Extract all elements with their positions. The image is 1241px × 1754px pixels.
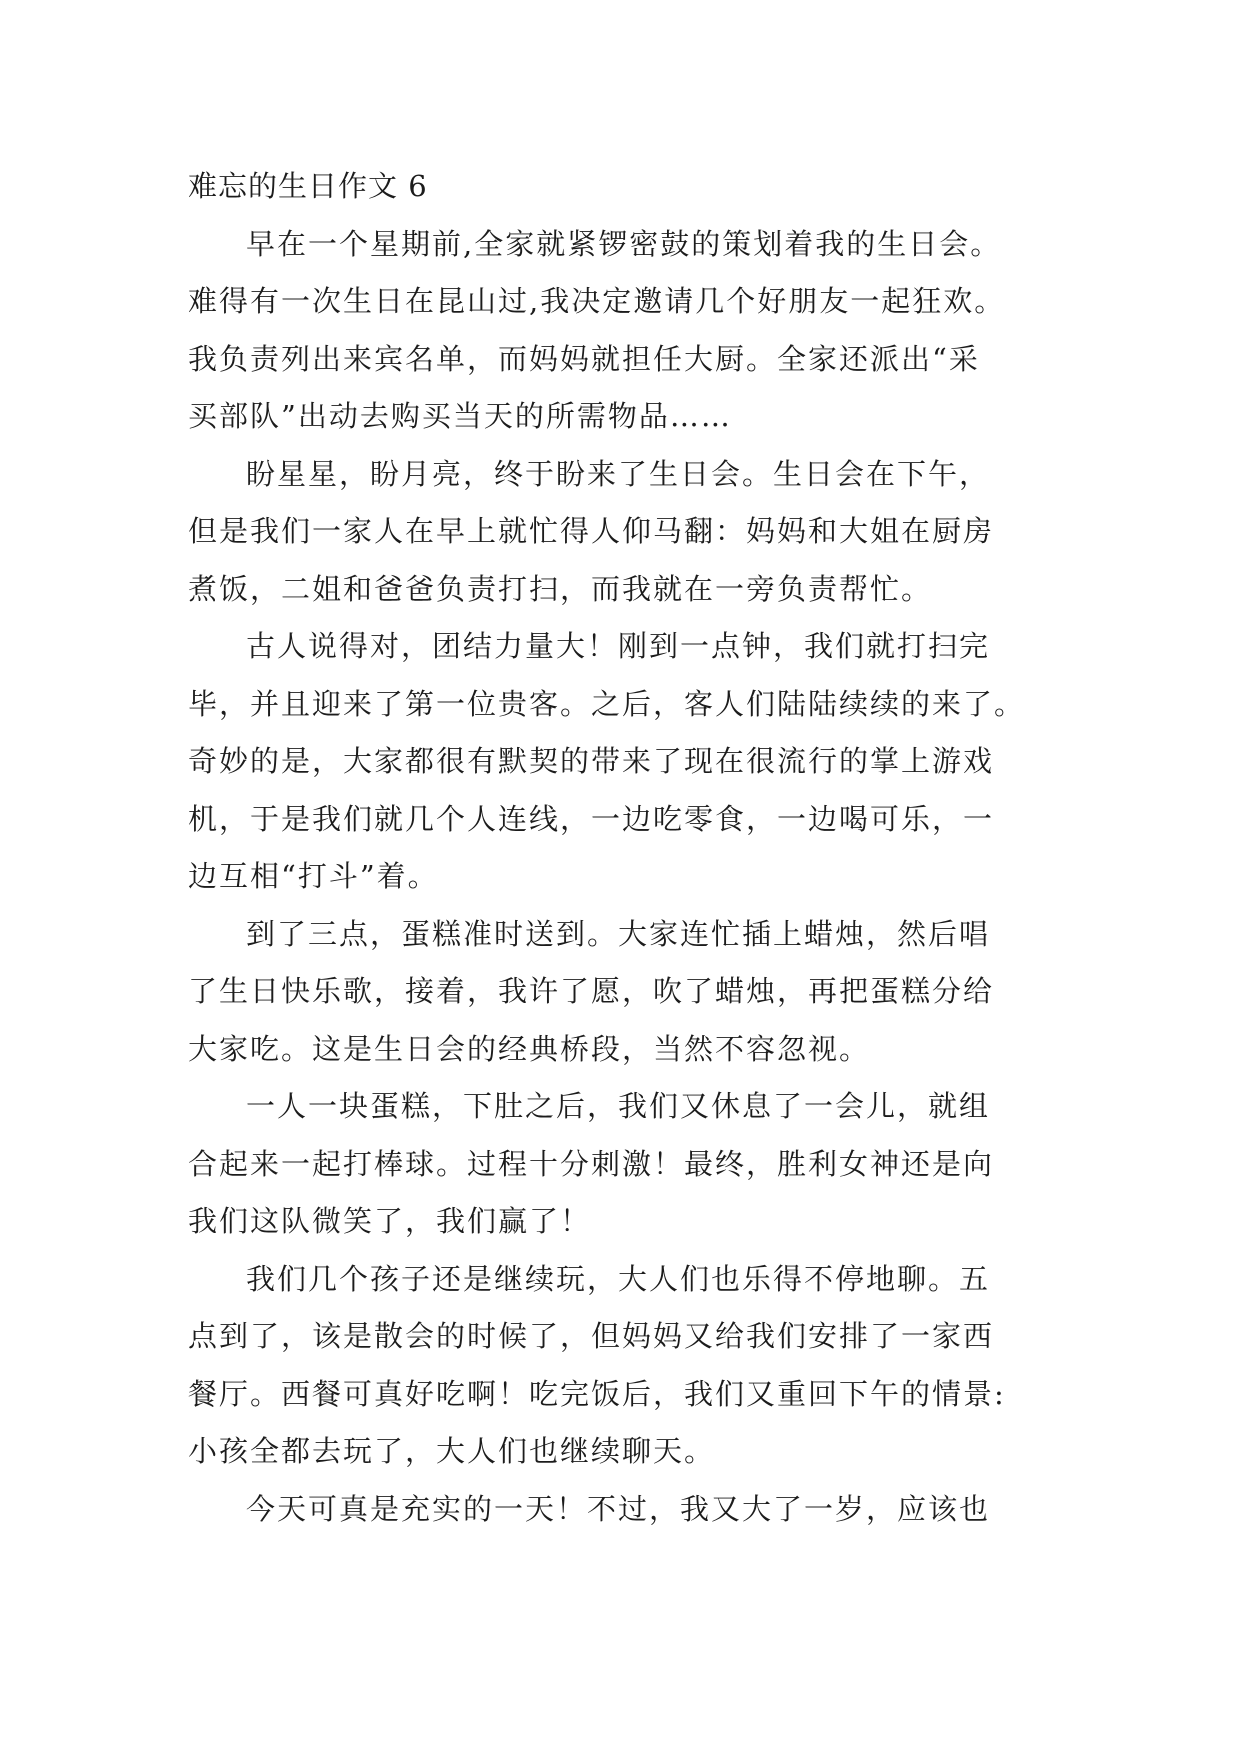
paragraph-line: 我们这队微笑了，我们赢了！ (188, 1204, 592, 1238)
paragraph-line: 煮饭，二姐和爸爸负责打扫，而我就在一旁负责帮忙。 (188, 571, 933, 606)
paragraph-line: 我负责列出来宾名单，而妈妈就担任大厨。全家还派出“采 (188, 341, 980, 376)
paragraph (188, 618, 1058, 906)
paragraph-line: 到了三点，蛋糕准时送到。大家连忙插上蜡烛，然后唱 (246, 916, 991, 951)
paragraph-line: 古人说得对，团结力量大！刚到一点钟，我们就打扫完 (246, 629, 991, 663)
paragraph-line: 大家吃。这是生日会的经典桥段，当然不容忽视。 (188, 1031, 871, 1066)
paragraph-line: 点到了，该是散会的时候了，但妈妈又给我们安排了一家西 (188, 1319, 995, 1353)
paragraph-line: 但是我们一家人在早上就忙得人仰马翻：妈妈和大姐在厨房 (188, 514, 995, 548)
paragraph (188, 446, 1058, 619)
paragraph-line: 早在一个星期前,全家就紧锣密鼓的策划着我的生日会。 (246, 226, 1002, 261)
paragraph-line: 小孩全都去玩了，大人们也继续聊天。 (188, 1434, 716, 1468)
paragraph (188, 1078, 1058, 1251)
paragraph-line: 边互相“打斗”着。 (188, 859, 439, 893)
paragraph (188, 906, 1058, 1079)
paragraph-line: 奇妙的是，大家都很有默契的带来了现在很流行的掌上游戏 (188, 744, 995, 778)
essay-title: 难忘的生日作文 6 (188, 169, 428, 203)
paragraph-line: 难得有一次生日在昆山过,我决定邀请几个好朋友一起狂欢。 (188, 284, 1006, 318)
paragraph (188, 1481, 1058, 1539)
paragraph-line: 买部队”出动去购买当天的所需物品…… (188, 399, 732, 433)
paragraph-line: 了生日快乐歌，接着，我许了愿，吹了蜡烛，再把蛋糕分给 (188, 974, 995, 1008)
paragraph-line: 今天可真是充实的一天！不过，我又大了一岁，应该也 (246, 1491, 991, 1526)
paragraph (188, 216, 1058, 446)
essay-body (188, 158, 1058, 1538)
paragraph-line: 盼星星，盼月亮，终于盼来了生日会。生日会在下午， (246, 456, 991, 491)
paragraph (188, 1251, 1058, 1481)
paragraph-line: 合起来一起打棒球。过程十分刺激！最终，胜利女神还是向 (188, 1146, 995, 1181)
essay-paragraphs (188, 216, 1058, 1539)
paragraph-line: 机，于是我们就几个人连线，一边吃零食，一边喝可乐，一 (188, 801, 995, 836)
paragraph-line: 毕，并且迎来了第一位贵客。之后，客人们陆陆续续的来了。 (188, 686, 1026, 721)
paragraph-line: 餐厅。西餐可真好吃啊！吃完饭后，我们又重回下午的情景: (188, 1376, 1006, 1411)
paragraph-line: 我们几个孩子还是继续玩，大人们也乐得不停地聊。五 (246, 1261, 991, 1296)
paragraph-line: 一人一块蛋糕，下肚之后，我们又休息了一会儿，就组 (246, 1089, 991, 1123)
